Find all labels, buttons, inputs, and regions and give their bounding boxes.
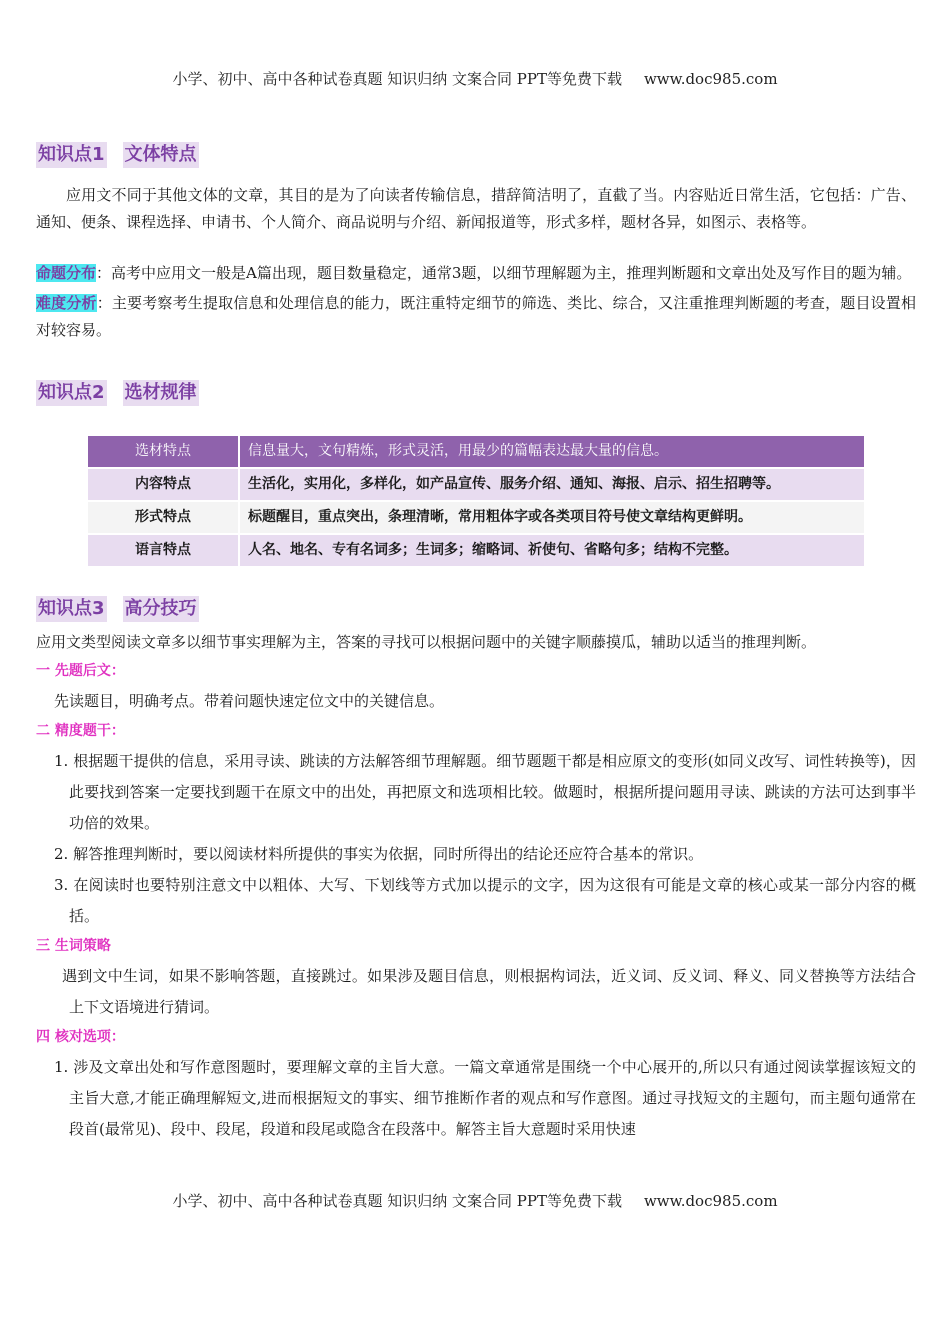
section-1-paragraph: 应用文不同于其他文体的文章，其目的是为了向读者传输信息，措辞简洁明了，直截了当。内容贴近日常生活，它包括：广告、通知、便条、课程选择、申请书、个人简介、商品说明与介绍、新闻报道等，形式多样，题材各异，如图示、表格等。 bbox=[36, 186, 916, 231]
table-row bbox=[87, 435, 865, 468]
section-1-heading: 文体特点 bbox=[123, 142, 199, 168]
section-3-heading: 高分技巧 bbox=[123, 596, 199, 622]
table-row bbox=[87, 468, 865, 501]
table-row-key: 语言特点 bbox=[87, 534, 239, 567]
page-header bbox=[0, 68, 950, 89]
table-row-value: 信息量大，文句精炼，形式灵活，用最少的篇幅表达最大量的信息。 bbox=[239, 435, 865, 468]
table-row-value: 生活化，实用化，多样化，如产品宣传、服务介绍、通知、海报、启示、招生招聘等。 bbox=[239, 468, 865, 501]
table-row-key: 内容特点 bbox=[87, 468, 239, 501]
tip-3-text: 遇到文中生词，如果不影响答题，直接跳过。如果涉及题目信息，则根据构词法，近义词、反义词、释义、同义替换等方法结合上下文语境进行猜词。 bbox=[62, 967, 916, 1016]
difficulty-label: 难度分析 bbox=[36, 294, 97, 312]
distribution-label: 命题分布 bbox=[36, 264, 97, 282]
table-row-value: 人名、地名、专有名词多；生词多；缩略词、祈使句、省略句多；结构不完整。 bbox=[239, 534, 865, 567]
table-row bbox=[87, 534, 865, 567]
tip-2-heading: 二 精度题干： bbox=[36, 723, 125, 739]
page-footer bbox=[0, 1190, 950, 1211]
document-body bbox=[36, 142, 916, 1145]
section-1-number: 知识点1 bbox=[36, 142, 107, 168]
tip-2-item-2: 2. 解答推理判断时，要以阅读材料所提供的事实为依据，同时所得出的结论还应符合基本的常识。 bbox=[54, 845, 704, 863]
section-2-number: 知识点2 bbox=[36, 380, 107, 406]
footer-site: www.doc985.com bbox=[643, 1192, 778, 1210]
section-1-title bbox=[36, 142, 916, 168]
tip-1-text: 先读题目，明确考点。带着问题快速定位文中的关键信息。 bbox=[54, 692, 445, 710]
footer-text: 小学、初中、高中各种试卷真题 知识归纳 文案合同 PPT等免费下载 bbox=[172, 1192, 622, 1210]
header-text: 小学、初中、高中各种试卷真题 知识归纳 文案合同 PPT等免费下载 bbox=[172, 70, 622, 88]
table-row-key: 选材特点 bbox=[87, 435, 239, 468]
table-row-value: 标题醒目，重点突出，条理清晰，常用粗体字或各类项目符号使文章结构更鲜明。 bbox=[239, 501, 865, 534]
section-3-intro: 应用文类型阅读文章多以细节事实理解为主，答案的寻找可以根据问题中的关键字顺藤摸瓜，辅助以适当的推理判断。 bbox=[36, 633, 817, 651]
tip-3-heading: 三 生词策略 bbox=[36, 938, 111, 954]
table-row bbox=[87, 501, 865, 534]
tip-4-heading: 四 核对选项： bbox=[36, 1029, 125, 1045]
material-table bbox=[86, 434, 866, 568]
distribution-text: ：高考中应用文一般是A篇出现，题目数量稳定，通常3题，以细节理解题为主，推理判断题和文章出处及写作目的题为辅。 bbox=[96, 264, 912, 282]
tip-2-item-1: 1. 根据题干提供的信息，采用寻读、跳读的方法解答细节理解题。细节题题干都是相应原文的变形(如同义改写、词性转换等)，因此要找到答案一定要找到题干在原文中的出处，再把原文和选项相比较。做题时，根据所提问题用寻读、跳读的方法可达到事半功倍的效果。 bbox=[54, 752, 916, 832]
section-2-title bbox=[36, 380, 916, 406]
difficulty-text: ：主要考察考生提取信息和处理信息的能力，既注重特定细节的筛选、类比、综合，又注重推理判断题的考查，题目设置相对较容易。 bbox=[36, 294, 916, 339]
tip-1-heading: 一 先题后文： bbox=[36, 663, 125, 679]
tip-4-item-1: 1. 涉及文章出处和写作意图题时，要理解文章的主旨大意。一篇文章通常是围绕一个中心展开的,所以只有通过阅读掌握该短文的主旨大意,才能正确理解短文,进而根据短文的事实、细节推断作者的观点和写作意图。通过寻找短文的主题句，而主题句通常在段首(最常见)、段中、段尾，段道和段尾或隐含在段落中。解答主旨大意题时采用快速 bbox=[54, 1058, 916, 1138]
table-row-key: 形式特点 bbox=[87, 501, 239, 534]
distribution-paragraph bbox=[36, 260, 916, 287]
section-3-title bbox=[36, 596, 916, 622]
difficulty-paragraph bbox=[36, 290, 916, 344]
tip-2-item-3: 3. 在阅读时也要特别注意文中以粗体、大写、下划线等方式加以提示的文字，因为这很有可能是文章的核心或某一部分内容的概括。 bbox=[54, 876, 916, 925]
section-3-number: 知识点3 bbox=[36, 596, 107, 622]
section-2-heading: 选材规律 bbox=[123, 380, 199, 406]
header-site: www.doc985.com bbox=[643, 70, 778, 88]
